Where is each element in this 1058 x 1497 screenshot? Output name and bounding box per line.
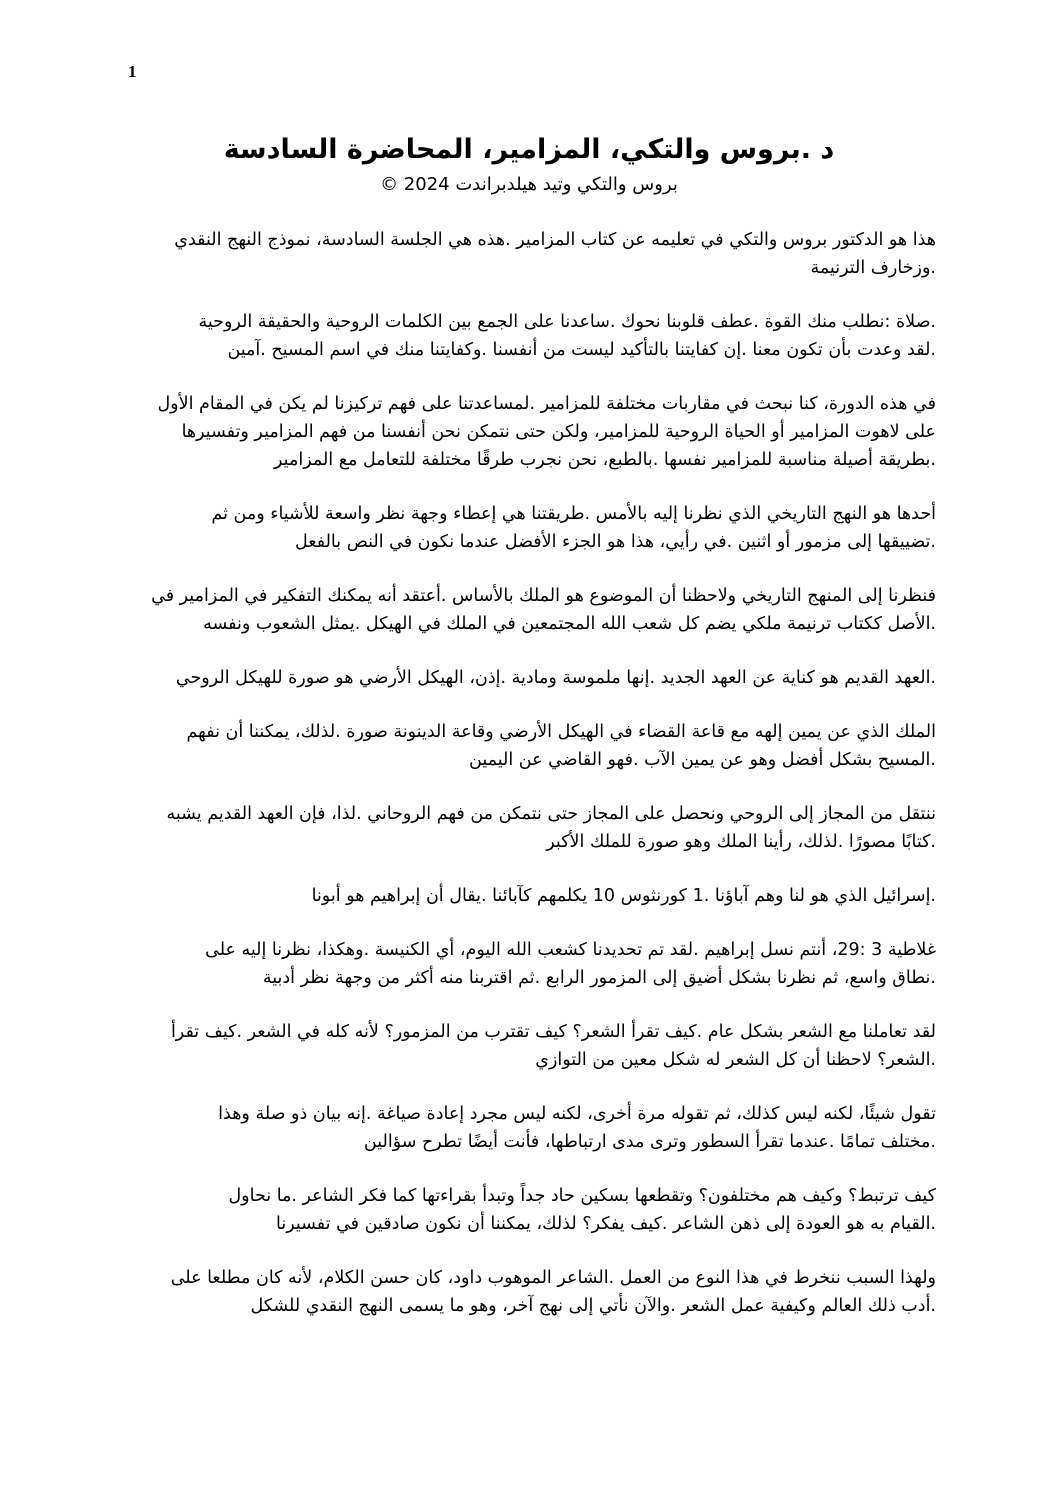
page-number: 1 — [128, 62, 137, 81]
paragraph — [130, 664, 936, 692]
paragraph — [130, 226, 936, 282]
paragraph-line: .الشعر؟ لاحظنا أن كل الشعر له شكل معين من التوازي — [535, 1050, 936, 1070]
paragraph-line: غلاطية 3 :29، أنتم نسل إبراهيم .لقد تم تحديدنا كشعب الله اليوم، أي الكنيسة .وهكذا، نظرنا إليه على — [205, 940, 936, 960]
paragraph-line: .نطاق واسع، ثم نظرنا بشكل أضيق إلى المزمور الرابع .ثم اقتربنا منه أكثر من وجهة نظر أدبية — [262, 968, 936, 988]
paragraph-line: .بطريقة أصيلة مناسبة للمزامير نفسها .بالطبع، نحن نجرب طرقًا مختلفة للتعامل مع المزامير — [274, 450, 936, 470]
paragraph-line: .أدب ذلك العالم وكيفية عمل الشعر .والآن نأتي إلى نهج آخر، وهو ما يسمى النهج النقدي للشكل — [250, 1296, 936, 1316]
paragraph-line: .الأصل ككتاب ترنيمة ملكي يضم كل شعب الله المجتمعين في الملك في الهيكل .يمثل الشعوب ونفسه — [203, 614, 936, 634]
paragraph — [130, 1264, 936, 1320]
paragraph-line: .لقد وعدت بأن تكون معنا .إن كفايتنا بالتأكيد ليست من أنفسنا .وكفايتنا منك في اسم المسيح .آمين — [227, 340, 936, 360]
paragraph-line: كيف ترتبط؟ وكيف هم مختلفون؟ وتقطعها بسكين حاد جداً وتبدأ بقراءتها كما فكر الشاعر .ما نحاول — [228, 1186, 936, 1206]
document-header — [130, 128, 928, 198]
document-body — [130, 226, 936, 1346]
paragraph-line: الملك الذي عن يمين إلهه مع قاعة القضاء في الهيكل الأرضي وقاعة الدينونة صورة .لذلك، يمكننا أن نفهم — [186, 722, 936, 742]
paragraph — [130, 1182, 936, 1238]
paragraph-line: .كتابًا مصورًا .لذلك، رأينا الملك وهو صورة للملك الأكبر — [546, 832, 936, 852]
paragraph-line: أحدها هو النهج التاريخي الذي نظرنا إليه بالأمس .طريقتنا هي إعطاء وجهة نظر واسعة للأشياء ومن ثم — [211, 504, 936, 524]
paragraph-line: على لاهوت المزامير أو الحياة الروحية للمزامير، ولكن حتى نتمكن نحن أنفسنا من فهم المزامير وتفسيرها — [181, 422, 936, 442]
paragraph — [130, 1100, 936, 1156]
paragraph-line: ننتقل من المجاز إلى الروحي ونحصل على المجاز حتى نتمكن من فهم الروحاني .لذا، فإن العهد القديم يشبه — [166, 804, 936, 824]
paragraph — [130, 718, 936, 774]
document-title: د .بروس والتكي، المزامير، المحاضرة السادسة — [223, 134, 835, 165]
paragraph-line: .العهد القديم هو كناية عن العهد الجديد .إنها ملموسة ومادية .إذن، الهيكل الأرضي هو صورة للهيكل الروحي — [175, 668, 936, 688]
paragraph-line: .تضييقها إلى مزمور أو اثنين .في رأيي، هذا هو الجزء الأفضل عندما نكون في النص بالفعل — [295, 532, 936, 552]
paragraph-line: .إسرائيل الذي هو لنا وهم آباؤنا .1 كورنثوس 10 يكلمهم كآبائنا .يقال أن إبراهيم هو أبونا — [311, 886, 936, 906]
paragraph-line: .المسيح بشكل أفضل وهو عن يمين الآب .فهو القاضي عن اليمين — [469, 750, 936, 770]
paragraph-line: .القيام به هو العودة إلى ذهن الشاعر .كيف يفكر؟ لذلك، يمكننا أن نكون صادقين في تفسيرنا — [276, 1214, 936, 1234]
paragraph — [130, 936, 936, 992]
paragraph-line: لقد تعاملنا مع الشعر بشكل عام .كيف تقرأ الشعر؟ كيف تقترب من المزمور؟ لأنه كله في الشعر .كيف تقرأ — [170, 1022, 936, 1042]
paragraph-line: هذا هو الدكتور بروس والتكي في تعليمه عن كتاب المزامير .هذه هي الجلسة السادسة، نموذج النهج النقدي — [174, 230, 936, 250]
paragraph-line: فنظرنا إلى المنهج التاريخي ولاحظنا أن الموضوع هو الملك بالأساس .أعتقد أنه يمكنك التفكير في المزامير في — [151, 586, 936, 606]
paragraph-line: .صلاة :نطلب منك القوة .عطف قلوبنا نحوك .ساعدنا على الجمع بين الكلمات الروحية والحقيقة الروحية — [198, 312, 936, 332]
paragraph — [130, 390, 936, 474]
paragraph — [130, 582, 936, 638]
paragraph-line: .وزخارف الترنيمة — [810, 258, 936, 278]
paragraph-line: ولهذا السبب ننخرط في هذا النوع من العمل .الشاعر الموهوب داود، كان حسن الكلام، لأنه كان مطلعا على — [170, 1268, 936, 1288]
paragraph — [130, 800, 936, 856]
paragraph-line: .مختلف تمامًا .عندما تقرأ السطور وترى مدى ارتباطها، فأنت أيضًا تطرح سؤالين — [363, 1132, 936, 1152]
document-subtitle: بروس والتكي وتيد هيلدبراندت 2024 © — [380, 174, 678, 195]
paragraph — [130, 882, 936, 910]
paragraph — [130, 1018, 936, 1074]
paragraph — [130, 308, 936, 364]
paragraph-line: تقول شيئًا، لكنه ليس كذلك، ثم تقوله مرة أخرى، لكنه ليس مجرد إعادة صياغة .إنه بيان ذو صلة وهذا — [218, 1104, 936, 1124]
paragraph-line: في هذه الدورة، كنا نبحث في مقاربات مختلفة للمزامير .لمساعدتنا على فهم تركيزنا لم يكن في المقام الأول — [157, 394, 936, 414]
paragraph — [130, 500, 936, 556]
